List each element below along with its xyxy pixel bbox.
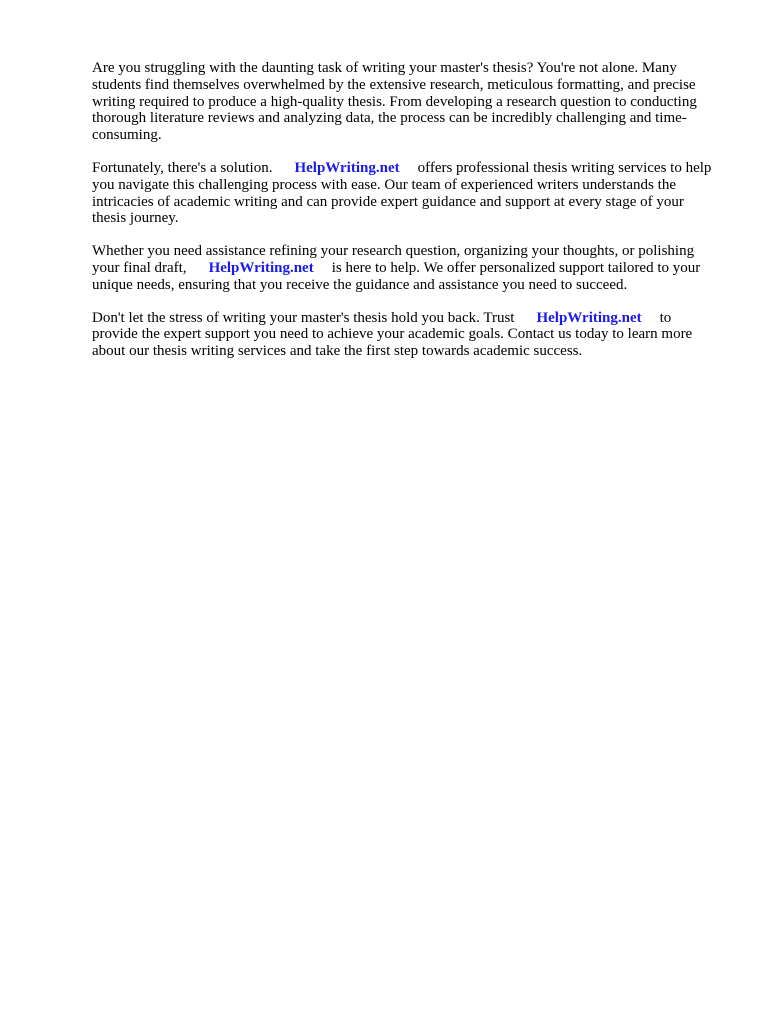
paragraph-closing-after: to provide the expert support you need to achieve your academic goals. Contact us today to learn more about our thesis writing services and take the first step towards academic success. bbox=[92, 309, 693, 360]
helpwriting-link-3[interactable]: HelpWriting.net bbox=[536, 309, 642, 326]
paragraph-assistance bbox=[92, 243, 718, 293]
helpwriting-link-1[interactable]: HelpWriting.net bbox=[294, 159, 400, 176]
paragraph-solution-before: Fortunately, there's a solution. bbox=[92, 159, 273, 176]
paragraph-assistance-after: is here to help. We offer personalized support tailored to your unique needs, ensuring that you receive the guidance and assistance you need to succeed. bbox=[92, 259, 701, 293]
paragraph-intro bbox=[92, 60, 718, 144]
paragraph-solution-after: offers professional thesis writing services to help you navigate this challenging process with ease. Our team of experienced writers understands the intricacies of academic writing and can provide expert guidance and support at every stage of your thesis journey. bbox=[92, 159, 712, 227]
document-body bbox=[92, 60, 718, 376]
paragraph-assistance-before: Whether you need assistance refining your research question, organizing your thoughts, or polishing your final draft, bbox=[92, 243, 695, 276]
paragraph-closing-before: Don't let the stress of writing your master's thesis hold you back. Trust bbox=[92, 309, 515, 326]
paragraph-intro-text: Are you struggling with the daunting task of writing your master's thesis? You're not alone. Many students find themselves overwhelmed by the extensive research, meticulous formatting, and precise writing required to produce a high-quality thesis. From developing a research question to conducting thorough literature reviews and analyzing data, the process can be incredibly challenging and time-consuming. bbox=[92, 60, 697, 144]
helpwriting-link-2[interactable]: HelpWriting.net bbox=[208, 259, 314, 276]
paragraph-solution bbox=[92, 160, 718, 227]
paragraph-closing bbox=[92, 310, 718, 360]
